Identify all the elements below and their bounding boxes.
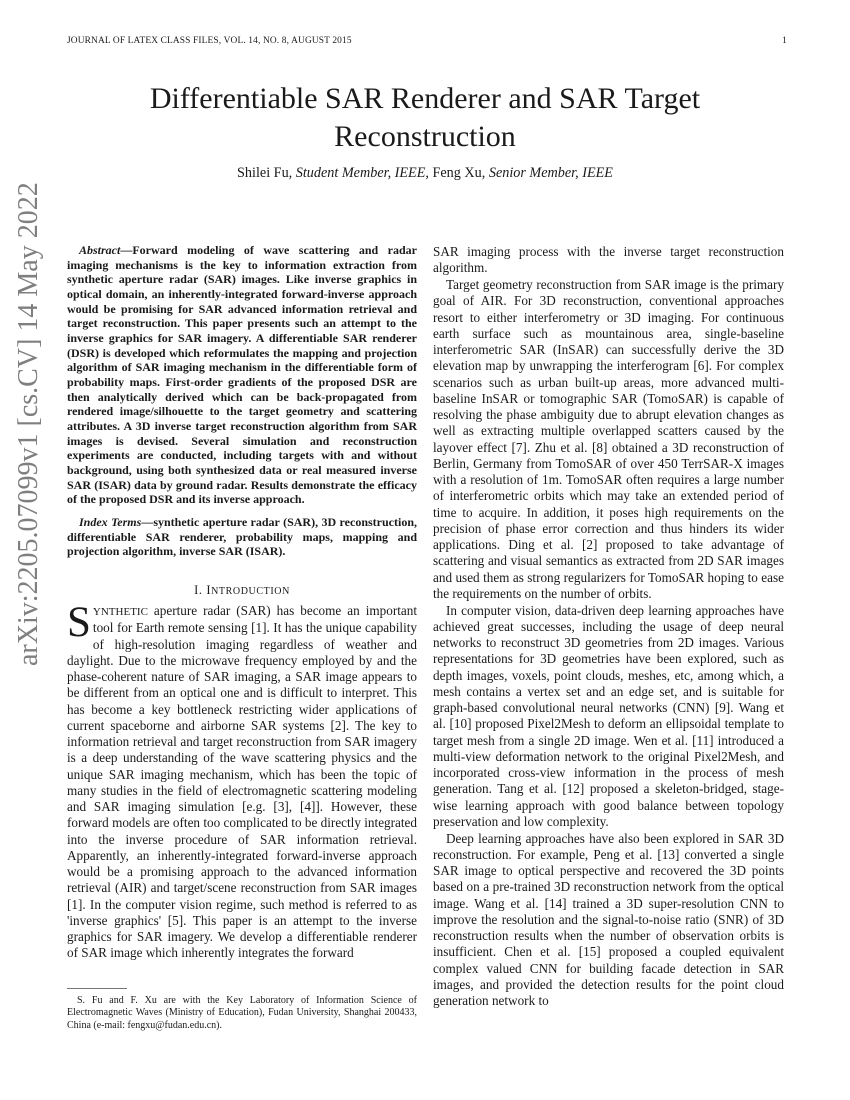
affiliation-footnote: S. Fu and F. Xu are with the Key Laboratory of Information Science of Electromagnetic Waves (Ministry of Education), Fudan University, Shanghai 200433, China (e-mail: fengxu@fudan.edu.cn). <box>67 995 417 1031</box>
abstract-text: —Forward modeling of wave scattering and radar imaging mechanisms is the key to information extraction from synthetic aperture radar (SAR) images. Like inverse graphics in optical domain, an inherently-integrated forward-inverse approach would be promising for SAR advanced information retrieval and target reconstruction. This paper presents such an attempt to the inverse graphics for SAR imagery. A differentiable SAR renderer (DSR) is developed which reformulates the mapping and projection algorithm of SAR imaging mechanism in the differentiable form of probability maps. First-order gradients of the proposed DSR are then analytically derived which can be back-propagated from rendered image/silhouette to the target geometry and scattering attributes. A 3D inverse target reconstruction algorithm from SAR images is devised. Several simulation and reconstruction experiments are conducted, including targets with and without background, using both synthesized data or real measured inverse SAR (ISAR) data by ground radar. Results demonstrate the efficacy of the proposed DSR and its inverse approach. <box>67 243 417 507</box>
author-membership: Senior Member, IEEE <box>488 165 613 181</box>
body-paragraph: Target geometry reconstruction from SAR image is the primary goal of AIR. For 3D reconstruction, conventional approaches resort to either interferometry or 3D imaging. For continuous earth surface such as mountainous area, single-baseline interferometric SAR (InSAR) can successfully derive the 3D elevation map by unwrapping the interferogram [6]. For complex scenarios such as urban built-up areas, more advanced multi-baseline InSAR or tomographic SAR (TomoSAR) is capable of resolving the phase ambiguity due to abrupt elevation changes as well as extracting multiple overlapped scatters caused by the layover effect [7]. Zhu et al. [8] obtained a 3D reconstruction of Berlin, Germany from TomoSAR of over 450 TerrSAR-X images with a resolution of 1m. TomoSAR often requires a large number of interferometric orbits which may take an extended period of time to acquire. In addition, it poses high requirements on the precision of phase error correction and thus hinders its wider applications. Ding et al. [2] proposed to take advantage of scattering and visual semantics as extracted from 2D SAR images and used them as strong regularizers for TomoSAR hoping to ease the requirements on the number of orbits. <box>433 277 784 601</box>
author-membership: Student Member, IEEE, <box>295 165 429 181</box>
section-title-initial: I <box>206 583 212 597</box>
running-header <box>67 36 787 50</box>
index-terms-label: Index Terms <box>79 515 142 529</box>
section-heading <box>67 583 417 598</box>
paper-title: Differentiable SAR Renderer and SAR Target Reconstruction <box>149 82 701 153</box>
author-line <box>60 164 790 182</box>
arxiv-identifier-stamp[interactable]: arXiv:2205.07099v1 [cs.CV] 14 May 2022 <box>13 182 44 666</box>
abstract-label: Abstract <box>79 243 121 257</box>
abstract <box>67 243 417 507</box>
index-terms-text: —synthetic aperture radar (SAR), 3D reconstruction, differentiable SAR renderer, probability maps, mapping and projection algorithm, inverse SAR (ISAR). <box>67 515 417 559</box>
author-name: Shilei Fu, <box>237 165 293 181</box>
intro-lead-word: YNTHETIC <box>92 606 148 618</box>
body-paragraph: In computer vision, data-driven deep learning approaches have achieved great successes, including the usage of deep neural networks to reconstruct 3D geometries from 2D images. Various representations for 3D geometries have been explored, such as depth images, voxels, point clouds, meshes, etc, among which, a mesh contains a vertex set and an edge set, and is suitable for graph-based convolutional neural networks (CNN) [9]. Wang et al. [10] proposed Pixel2Mesh to deform an ellipsoidal template to target mesh from a single 2D image. Wen et al. [11] introduced a multi-view deformation network to the original Pixel2Mesh, and incorporated cross-view information in the process of mesh generation. Tang et al. [12] proposed a skeleton-bridged, stage-wise learning approach with good balance between topology preservation and low complexity. <box>433 602 784 829</box>
intro-text: aperture radar (SAR) has become an important tool for Earth remote sensing [1]. It has the unique capability of high-resolution imaging regardless of weather and daylight. Due to the microwave frequency employed by and the phase-coherent nature of SAR imaging, a SAR image appears to be different from an optical one and is difficult to interpret. This has become a key bottleneck restricting wider applications of current spaceborne and airborne SAR systems [2]. The key to information retrieval and target reconstruction from SAR imagery is a deep understanding of the wave scattering physics and the unique SAR imaging mechanism, which has been the topic of many studies in the field of electromagnetic scattering modeling and SAR imaging simulation [e.g. [3], [4]]. However, these forward models are often too complicated to be directly integrated into the inverse procedure of SAR information retrieval. Apparently, an inherently-integrated forward-inverse approach would be a promising approach to the advanced information retrieval (AIR) and target/scene reconstruction from SAR images [1]. In the computer vision regime, such method is referred to as 'inverse graphics' [5]. This paper is an attempt to the inverse graphics for SAR imagery. We develop a differentiable renderer of SAR image which inherently integrates the forward <box>67 603 417 961</box>
page-number: 1 <box>782 36 787 46</box>
section-title-rest: NTRODUCTION <box>211 586 290 597</box>
index-terms <box>67 515 417 559</box>
introduction-paragraph <box>67 599 417 962</box>
journal-name: JOURNAL OF LATEX CLASS FILES, VOL. 14, NO. 8, AUGUST 2015 <box>67 36 352 46</box>
body-paragraph: SAR imaging process with the inverse target reconstruction algorithm. <box>433 244 784 276</box>
footnote-divider <box>67 988 127 989</box>
right-column <box>433 244 784 1009</box>
drop-cap: S <box>67 599 91 646</box>
section-number: I. <box>194 583 203 597</box>
author-name: Feng Xu, <box>432 165 486 181</box>
body-paragraph: Deep learning approaches have also been explored in SAR 3D reconstruction. For example, Peng et al. [13] converted a single SAR image to optical perspective and recovered the 3D points based on a pre-trained 3D reconstruction network from the optical image. Wang et al. [14] trained a 3D super-resolution CNN to improve the resolution and the signal-to-noise ratio (SNR) of 3D reconstruction results when the number of observation orbits is insufficient. Chen et al. [15] proposed a coupled equivalent complex valued CNN for building facade detection in SAR images, and provided the detection results for the point cloud generation network to <box>433 830 784 1008</box>
